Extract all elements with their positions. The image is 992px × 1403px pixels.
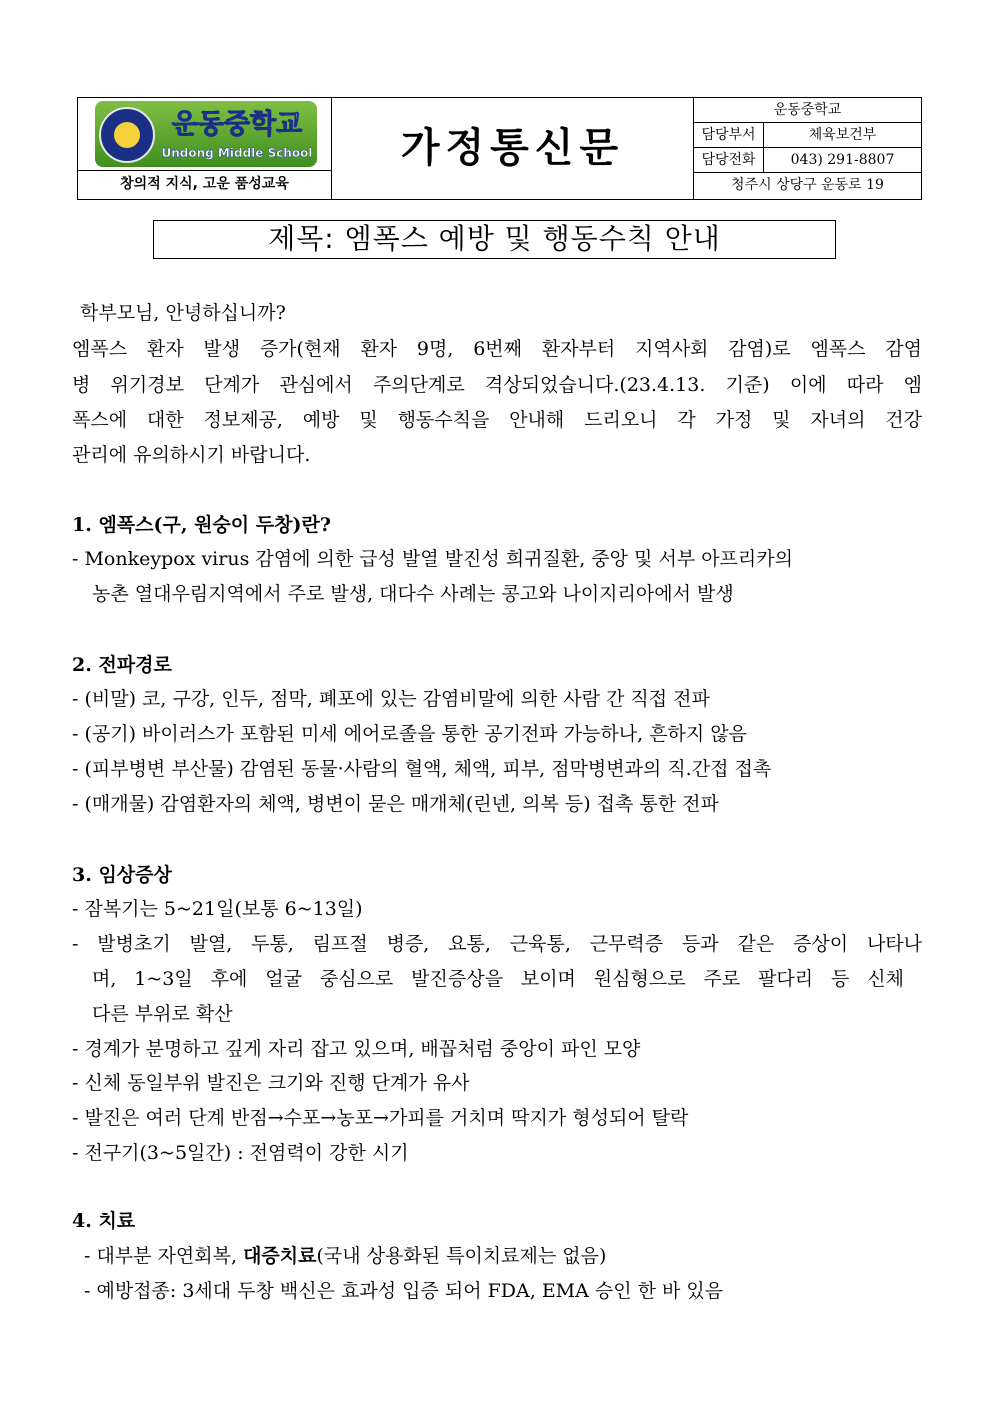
- section-3-line: 며, 1~3일 후에 얼굴 중심으로 발진증상을 보이며 원심형으로 주로 팔다리 등 신체: [92, 968, 904, 990]
- section-3-line: - 발병초기 발열, 두통, 림프절 병증, 요통, 근육통, 근무력증 등과 같은 증상이 나타나: [72, 933, 922, 955]
- section-3-line: - 경계가 분명하고 깊게 자리 잡고 있으며, 배꼽처럼 중앙이 파인 모양: [72, 1038, 641, 1060]
- section-4-line: - 예방접종: 3세대 두창 백신은 효과성 입증 되어 FDA, EMA 승인 한 바 있음: [84, 1280, 724, 1302]
- section-1-line: 농촌 열대우림지역에서 주로 발생, 대다수 사례는 콩고와 나이지리아에서 발생: [92, 583, 734, 605]
- school-name-row: 운동중학교: [694, 98, 921, 123]
- intro-line: 엠폭스 환자 발생 증가(현재 환자 9명, 6번째 환자부터 지역사회 감염)로 엠폭스 감염: [72, 338, 922, 360]
- section-2-line: - (공기) 바이러스가 포함된 미세 에어로졸을 통한 공기전파 가능하나, 흔하지 않음: [72, 723, 748, 745]
- section-heading-3: 3. 임상증상: [72, 864, 172, 886]
- school-emblem-icon: [99, 107, 155, 163]
- address-row: 청주시 상당구 운동로 19: [731, 177, 884, 193]
- department-value: 체육보건부: [808, 127, 877, 143]
- section-3-line: 다른 부위로 확산: [92, 1003, 233, 1025]
- logo-cell: [78, 98, 332, 199]
- logo-school-name: 운동중학교: [171, 109, 303, 140]
- contact-info-table: [693, 98, 921, 199]
- department-label: 담당부서: [694, 123, 764, 147]
- section-2-line: - (매개물) 감염환자의 체액, 병변이 묻은 매개체(린넨, 의복 등) 접촉 통한 전파: [72, 793, 719, 815]
- treatment-text-after: (국내 상용화된 특이치료제는 없음): [316, 1245, 607, 1267]
- logo-english-name: Undong Middle School: [161, 146, 313, 160]
- phone-value: 043) 291-8807: [790, 152, 895, 168]
- phone-label: 담당전화: [694, 148, 764, 172]
- emblem-center-icon: [114, 122, 140, 148]
- section-3-line: - 잠복기는 5~21일(보통 6~13일): [72, 898, 363, 920]
- document-banner: 가정통신문: [400, 125, 625, 171]
- section-4-line: [84, 1243, 606, 1269]
- greeting: 학부모님, 안녕하십니까?: [80, 302, 286, 324]
- school-motto: 창의적 지식, 고운 품성교육: [78, 170, 331, 199]
- section-heading-4: 4. 치료: [72, 1210, 136, 1232]
- treatment-text-before: - 대부분 자연회복,: [84, 1245, 244, 1267]
- phone-row: [694, 148, 921, 173]
- treatment-bold-term: 대증치료: [243, 1245, 317, 1267]
- section-heading-1: 1. 엠폭스(구, 원숭이 두창)란?: [72, 514, 331, 536]
- school-logo: [95, 101, 317, 167]
- section-3-line: - 발진은 여러 단계 반점→수포→농포→가피를 거치며 딱지가 형성되어 탈락: [72, 1107, 689, 1129]
- section-1-line: - Monkeypox virus 감염에 의한 급성 발열 발진성 희귀질환, 중앙 및 서부 아프리카의: [72, 548, 793, 570]
- letterhead: [77, 97, 922, 200]
- section-3-line: - 전구기(3~5일간) : 전염력이 강한 시기: [72, 1142, 409, 1164]
- section-3-line: - 신체 동일부위 발진은 크기와 진행 단계가 유사: [72, 1072, 470, 1094]
- department-row: [694, 123, 921, 148]
- intro-line: 병 위기경보 단계가 관심에서 주의단계로 격상되었습니다.(23.4.13. 기준) 이에 따라 엠: [72, 374, 922, 396]
- document-title: 제목: 엠폭스 예방 및 행동수칙 안내: [153, 220, 836, 259]
- intro-line: 관리에 유의하시기 바랍니다.: [72, 444, 311, 466]
- section-2-line: - (피부병변 부산물) 감염된 동물·사람의 혈액, 체액, 피부, 점막병변과의 직.간접 접촉: [72, 758, 772, 780]
- section-heading-2: 2. 전파경로: [72, 654, 172, 676]
- intro-line: 폭스에 대한 정보제공, 예방 및 행동수칙을 안내해 드리오니 각 가정 및 자녀의 건강: [72, 409, 922, 431]
- section-2-line: - (비말) 코, 구강, 인두, 점막, 폐포에 있는 감염비말에 의한 사람 간 직접 전파: [72, 688, 710, 710]
